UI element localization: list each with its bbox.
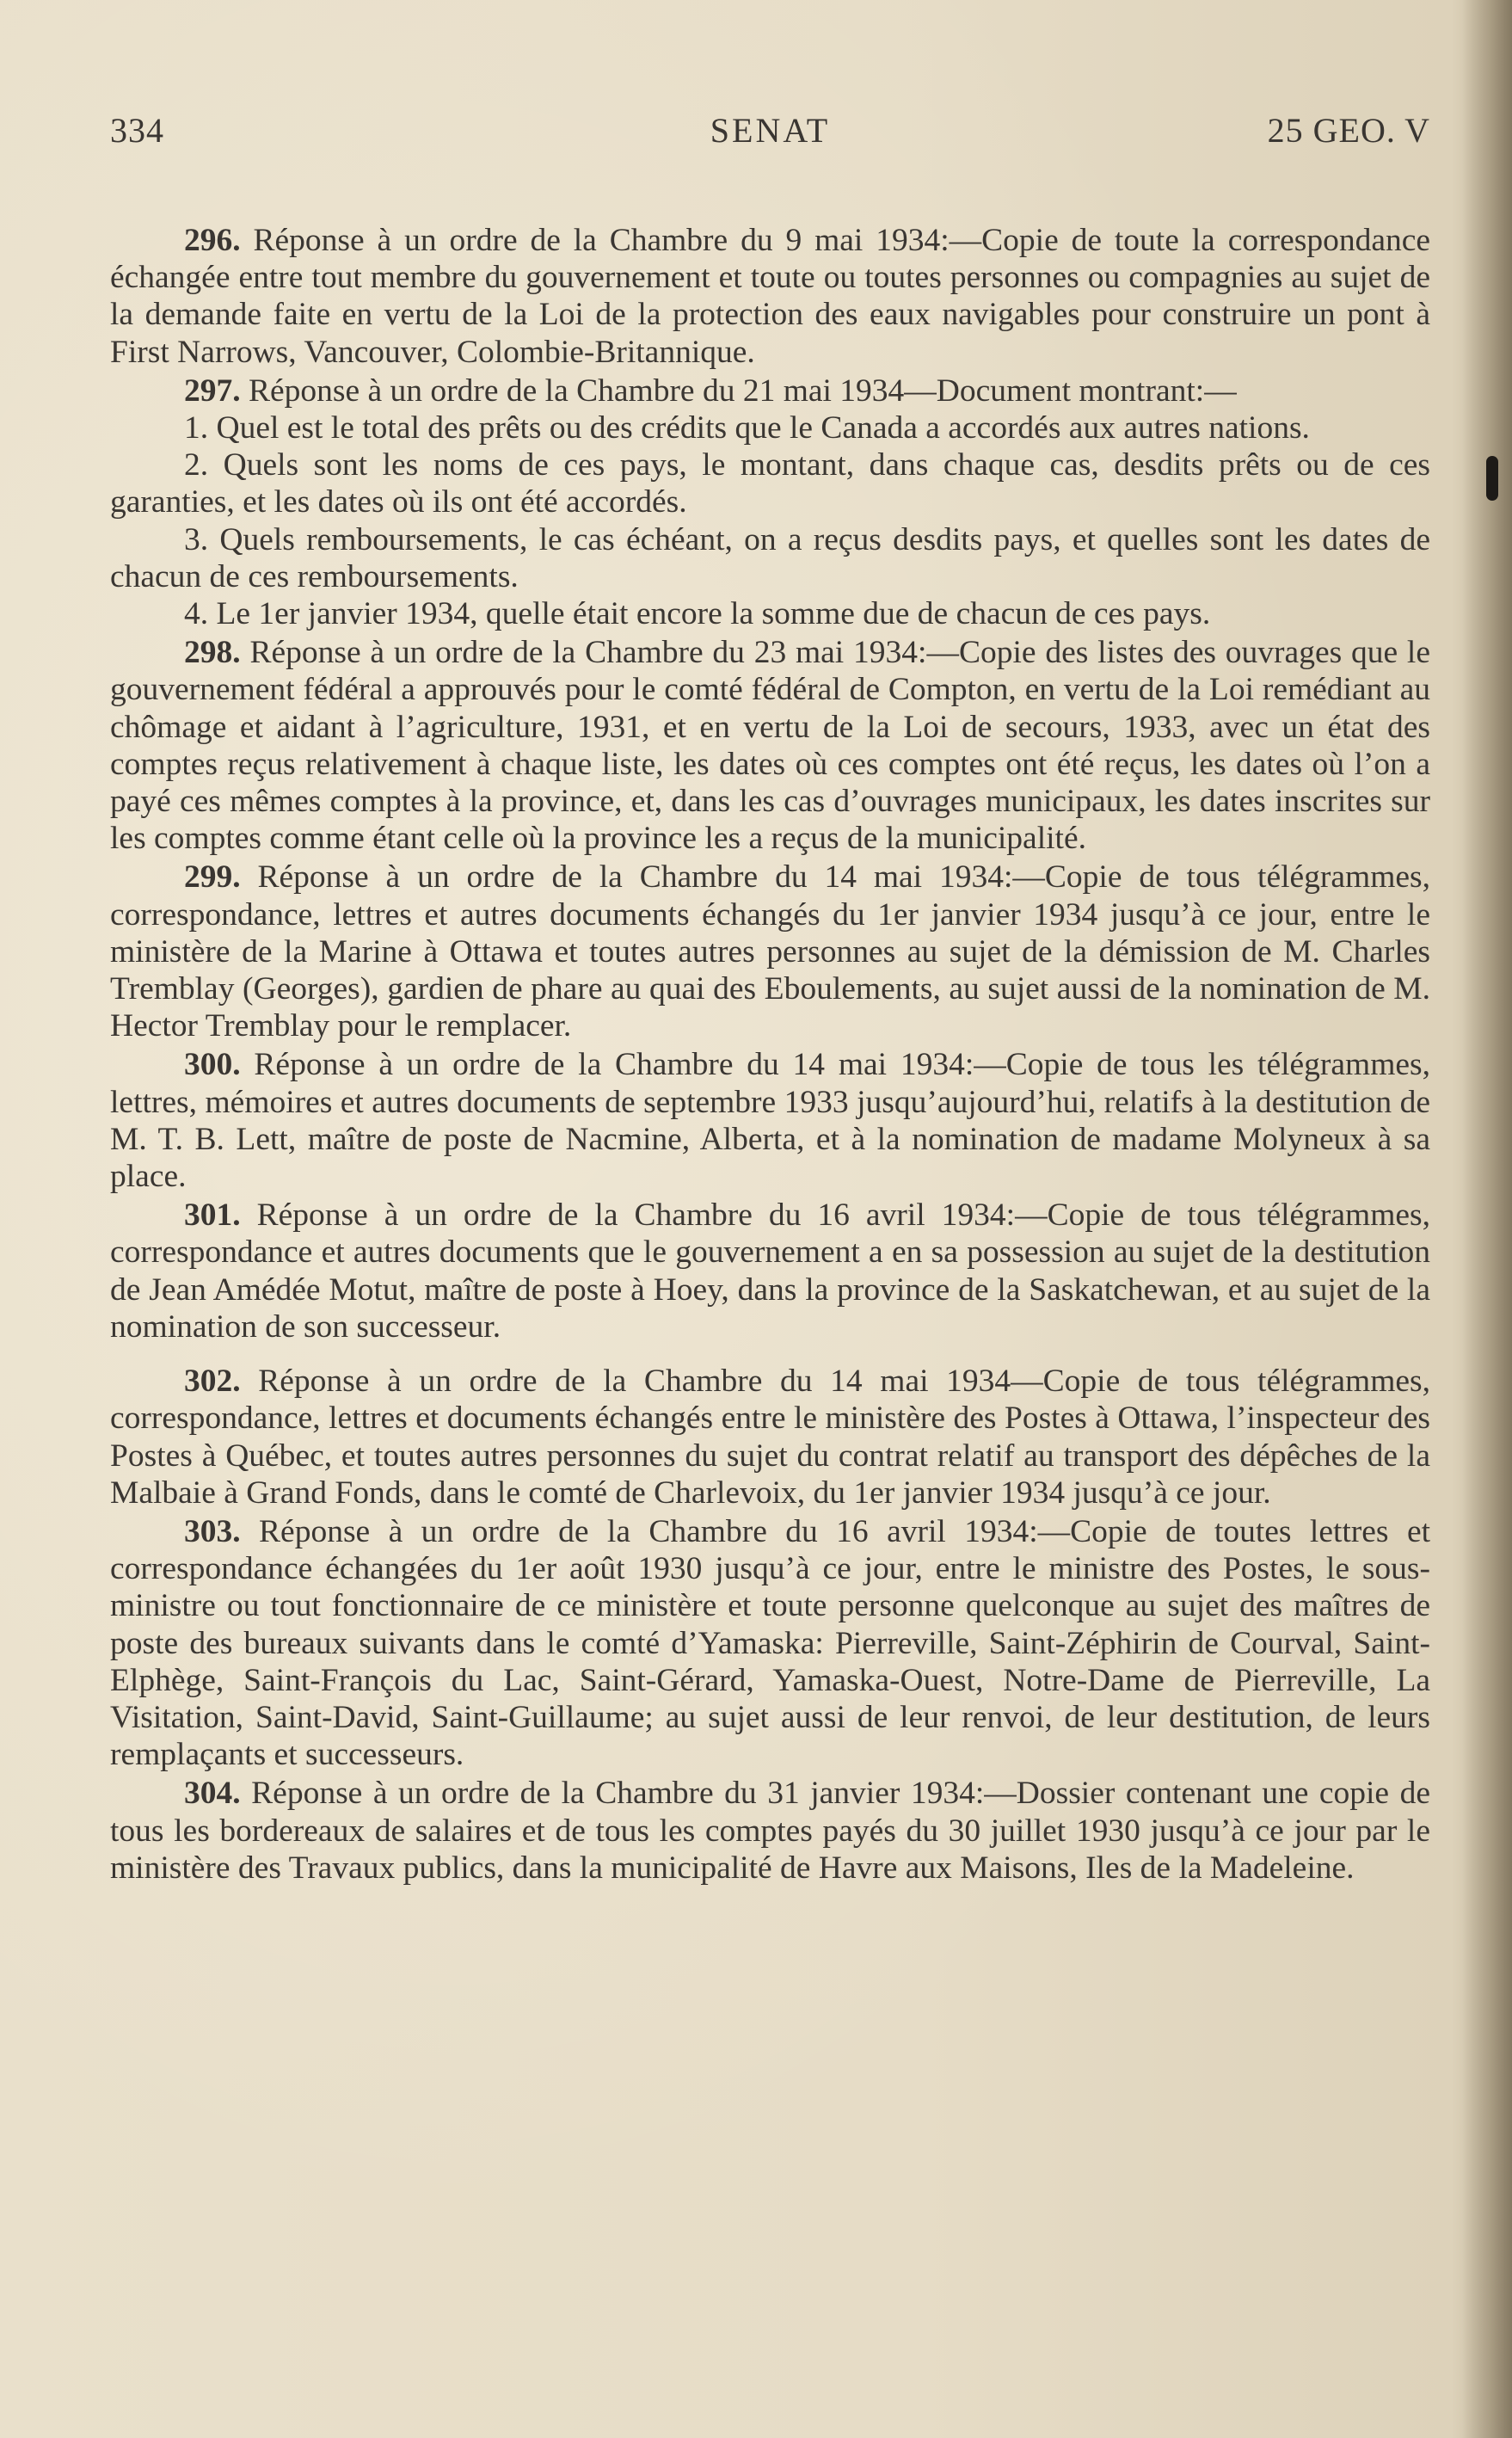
document-body	[110, 222, 1430, 1888]
page-edge-shadow	[1462, 0, 1512, 2438]
entry-number: 299.	[184, 859, 241, 896]
entry-text: Réponse à un ordre de la Chambre du 14 mai 1934:—Copie de tous les télégrammes, lettres, mémoires et autres documents de septembre 1933 jusqu’aujourd’hui, relatifs à la destitution de M. T. B. Lett, maître de poste de Nacmine, Alberta, et à la nomination de madame Molyneux à sa place.	[110, 1047, 1431, 1195]
entry-number: 302.	[184, 1364, 241, 1400]
running-title: SENAT	[710, 111, 831, 150]
entry-298	[110, 634, 1430, 857]
entry-number: 304.	[184, 1776, 241, 1812]
session-label: 25 GEO. V	[1267, 111, 1430, 150]
entry-303	[110, 1513, 1430, 1773]
entry-text: Réponse à un ordre de la Chambre du 21 mai 1934—Document montrant:—	[249, 372, 1237, 409]
entry-297	[110, 372, 1430, 632]
entry-302	[110, 1363, 1430, 1511]
entry-296	[110, 222, 1430, 371]
entry-304	[110, 1775, 1430, 1887]
entry-paragraph	[110, 372, 1430, 409]
question-4: 4. Le 1er janvier 1934, quelle était encore la somme due de chacun de ces pays.	[184, 596, 1211, 632]
entry-text: Réponse à un ordre de la Chambre du 14 mai 1934—Copie de tous télégrammes, correspondance, lettres et documents échangés entre le ministère des Postes à Ottawa, l’inspecteur des Postes à Québec, et toutes autres personnes du sujet du contrat relatif au transport des dépêches de la Malbaie à Grand Fonds, dans le comté de Charlevoix, du 1er janvier 1934 jusqu’à ce jour.	[110, 1364, 1431, 1511]
question-3: 3. Quels remboursements, le cas échéant, on a reçus desdits pays, et quelles sont les dates de chacun de ces remboursements.	[110, 521, 1430, 594]
entry-text: Réponse à un ordre de la Chambre du 23 mai 1934:—Copie des listes des ouvrages que le gouvernement fédéral a approuvés pour le comté fédéral de Compton, en vertu de la Loi remédiant au chômage et aidant à l’agriculture, 1931, et en vertu de la Loi de secours, 1933, avec un état des comptes reçus relativement à chaque liste, les dates où ces comptes ont été reçus, les dates où l’on a payé ces mêmes comptes à la province, et, dans les cas d’ouvrages municipaux, les dates inscrites sur les comptes comme étant celle où la province les a reçus de la municipalité.	[110, 635, 1430, 857]
page-number: 334	[110, 111, 164, 150]
entry-paragraph	[110, 1513, 1430, 1773]
entry-paragraph	[110, 222, 1430, 371]
entry-number: 303.	[184, 1513, 241, 1549]
binding-mark	[1486, 456, 1498, 501]
entry-number: 297.	[184, 372, 241, 409]
entry-paragraph	[110, 1197, 1430, 1345]
entry-300	[110, 1046, 1430, 1195]
entry-number: 298.	[184, 635, 241, 671]
entry-number: 300.	[184, 1047, 241, 1083]
entry-text: Réponse à un ordre de la Chambre du 31 janvier 1934:—Dossier contenant une copie de tous les bordereaux de salaires et de tous les comptes payés du 30 juillet 1930 jusqu’à ce jour par le ministère des Travaux publics, dans la municipalité de Havre aux Maisons, Iles de la Madeleine.	[110, 1776, 1430, 1886]
entry-paragraph	[110, 1363, 1430, 1511]
page-header	[110, 110, 1430, 155]
entry-text: Réponse à un ordre de la Chambre du 9 mai 1934:—Copie de toute la correspondance échangée entre tout membre du gouvernement et toute ou toutes personnes ou compagnies au sujet de la demande faite en vertu de la Loi de la protection des eaux navigables pour construire un pont à First Narrows, Vancouver, Colombie-Britannique.	[110, 223, 1430, 370]
entry-text: Réponse à un ordre de la Chambre du 16 avril 1934:—Copie de toutes lettres et correspondance échangées du 1er août 1930 jusqu’à ce jour, entre le ministre des Postes, le sous-ministre ou tout fonctionnaire de ce ministère et toute personne quelconque au sujet des maîtres de poste des bureaux suivants dans le comté d’Yamaska: Pierreville, Saint-Zéphirin de Courval, Saint-Elphège, Saint-François du Lac, Saint-Gérard, Yamaska-Ouest, Notre-Dame de Pierreville, La Visitation, Saint-David, Saint-Guillaume; au sujet aussi de leur renvoi, de leur destitution, de leurs remplaçants et successeurs.	[110, 1513, 1431, 1773]
entry-301	[110, 1197, 1430, 1345]
entry-paragraph	[110, 1775, 1430, 1887]
entry-number: 301.	[184, 1197, 241, 1234]
entry-paragraph	[110, 859, 1430, 1044]
question-2: 2. Quels sont les noms de ces pays, le montant, dans chaque cas, desdits prêts ou de ces garanties, et les dates où ils ont été accordés.	[110, 447, 1430, 520]
entry-number: 296.	[184, 223, 241, 258]
entry-paragraph	[110, 1046, 1430, 1195]
entry-text: Réponse à un ordre de la Chambre du 14 mai 1934:—Copie de tous télégrammes, correspondance, lettres et autres documents échangés du 1er janvier 1934 jusqu’à ce jour, entre le ministère de la Marine à Ottawa et toutes autres personnes au sujet de la démission de M. Charles Tremblay (Georges), gardien de phare au quai des Eboulements, au sujet aussi de la nomination de M. Hector Tremblay pour le remplacer.	[110, 859, 1430, 1044]
entry-299	[110, 859, 1430, 1044]
spacer	[110, 1347, 1430, 1363]
entry-paragraph	[110, 634, 1430, 857]
entry-text: Réponse à un ordre de la Chambre du 16 avril 1934:—Copie de tous télégrammes, correspondance et autres documents que le gouvernement a en sa possession au sujet de la destitution de Jean Amédée Motut, maître de poste à Hoey, dans la province de la Saskatchewan, et au sujet de la nomination de son successeur.	[110, 1197, 1430, 1345]
question-1: 1. Quel est le total des prêts ou des crédits que le Canada a accordés aux autres nations.	[184, 410, 1310, 446]
